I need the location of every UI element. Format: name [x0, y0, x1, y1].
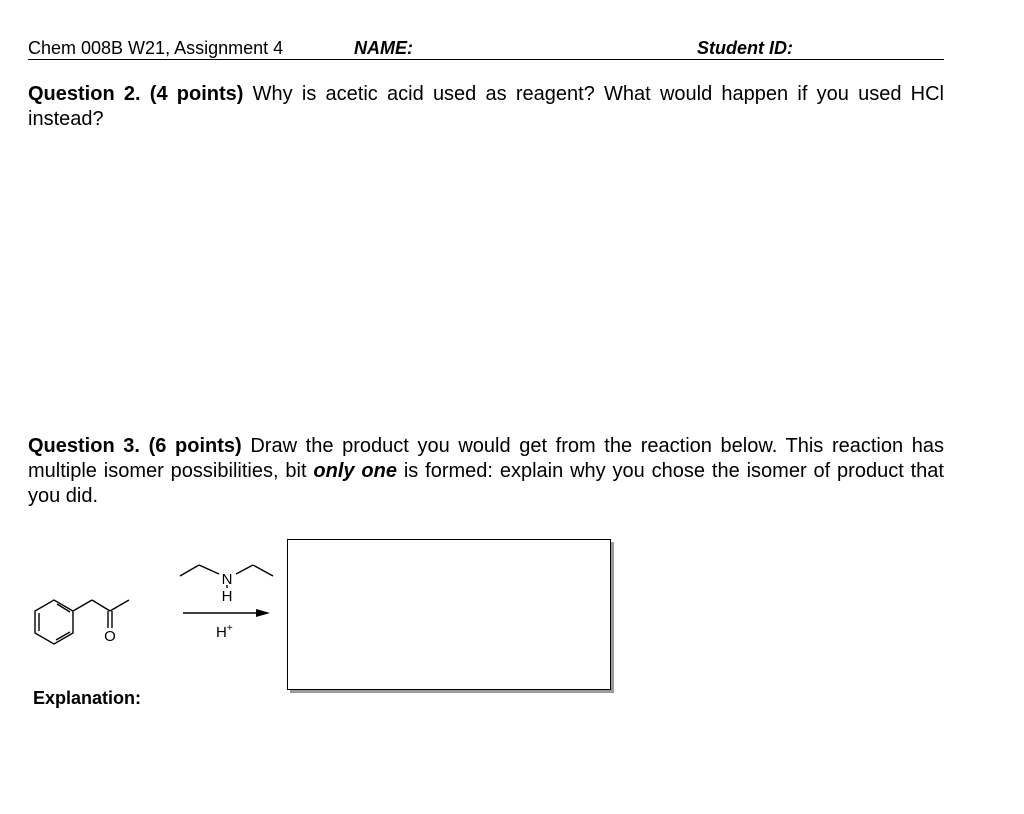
ethyl-bond-right-2 [253, 565, 273, 576]
reaction-arrow [183, 609, 270, 617]
question-3-text-start: Draw the product you would get from the reaction below. This reaction has multiple isomer possibilities, bit [28, 435, 944, 482]
ethyl-bond-left-2 [199, 565, 219, 574]
benzyl-bond [73, 600, 92, 611]
explanation-label: Explanation: [33, 688, 142, 708]
amine-nitrogen-label: N [221, 571, 233, 588]
question-3-text-end: is formed: explain why you chose the isomer of product that you did. [28, 460, 944, 507]
page-header [28, 38, 944, 60]
name-label: NAME: [354, 38, 413, 58]
ethyl-bond-left-1 [180, 565, 199, 576]
question-2-text: Why is acetic acid used as reagent? What would happen if you used HCl instead? [28, 83, 944, 130]
reaction-scheme [0, 530, 300, 660]
student-id-label: Student ID: [697, 38, 793, 58]
methyl-bond [110, 600, 129, 611]
question-3-emphasis: only one [313, 460, 397, 482]
ch2-carbonyl-bond [92, 600, 110, 611]
header-underline [28, 59, 944, 60]
question-2-label: Question 2. (4 points) [28, 83, 244, 105]
acid-catalyst-label: H+ [216, 623, 233, 641]
question-2 [28, 82, 944, 132]
ethyl-bond-right-1 [236, 565, 253, 574]
question-3-label: Question 3. (6 points) [28, 435, 242, 457]
carbonyl-oxygen-label: O [104, 628, 116, 645]
product-answer-box[interactable] [287, 539, 611, 690]
course-title: Chem 008B W21, Assignment 4 [28, 38, 284, 58]
benzene-ring [35, 600, 73, 644]
question-3 [28, 434, 944, 509]
amine-hydrogen-label: H [221, 588, 233, 605]
